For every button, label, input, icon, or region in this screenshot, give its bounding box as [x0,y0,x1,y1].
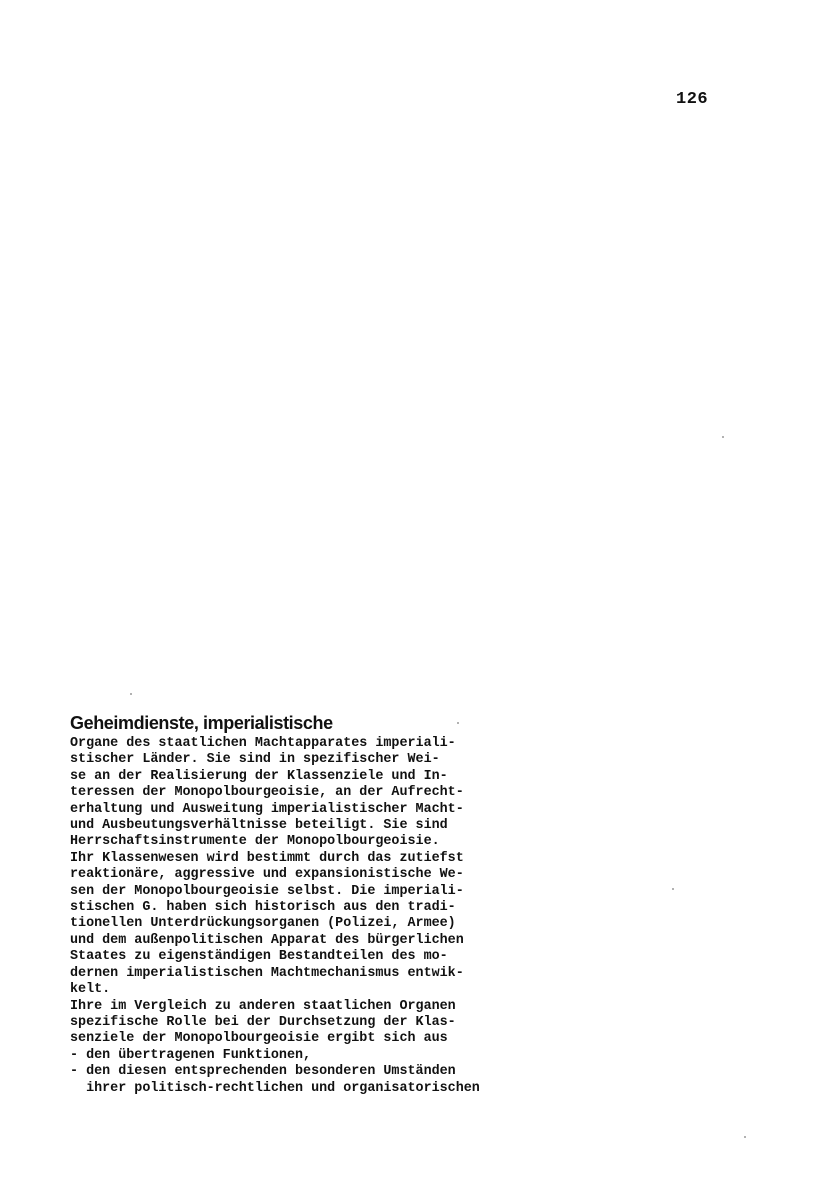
entry-line: Herrschaftsinstrumente der Monopolbourgeoisie. [70,834,440,850]
entry-line: spezifische Rolle bei der Durchsetzung der Klas- [70,1014,456,1030]
entry-line: tionellen Unterdrückungsorganen (Polizei, Armee) [70,916,456,932]
entry-line: Ihre im Vergleich zu anderen staatlichen Organen [70,998,456,1014]
scan-speck [722,436,724,438]
entry-line: kelt. [70,982,111,998]
entry-line: teressen der Monopolbourgeoisie, an der Aufrecht- [70,785,464,801]
entry-line: stischen G. haben sich historisch aus den tradi- [70,900,456,916]
scan-speck [130,693,132,695]
entry-line: erhaltung und Ausweitung imperialistischer Macht- [70,801,464,817]
lexicon-entry [70,712,590,1097]
entry-heading: Geheimdienste, imperialistische [70,713,333,733]
scan-speck [672,888,674,890]
scan-speck [744,1136,746,1138]
entry-line: senziele der Monopolbourgeoisie ergibt sich aus [70,1031,448,1047]
entry-line: ihrer politisch-rechtlichen und organisatorischen [70,1080,480,1096]
entry-line: reaktionäre, aggressive und expansionistische We- [70,867,464,883]
entry-line: sen der Monopolbourgeoisie selbst. Die imperiali- [70,883,464,899]
entry-line: se an der Realisierung der Klassenziele und In- [70,768,448,784]
entry-body [70,736,590,1097]
entry-line: und Ausbeutungsverhältnisse beteiligt. Sie sind [70,818,448,834]
entry-line: und dem außenpolitischen Apparat des bürgerlichen [70,932,464,948]
entry-line: Ihr Klassenwesen wird bestimmt durch das zutiefst [70,850,464,866]
entry-line: - den diesen entsprechenden besonderen Umständen [70,1064,456,1080]
entry-line: Staates zu eigenständigen Bestandteilen des mo- [70,949,448,965]
entry-line: Organe des staatlichen Machtapparates imperiali- [70,736,456,751]
entry-line: dernen imperialistischen Machtmechanismus entwik- [70,965,464,981]
page-number: 126 [676,90,709,109]
scan-speck [457,722,459,724]
entry-line: stischer Länder. Sie sind in spezifischer Wei- [70,752,440,768]
entry-line: - den übertragenen Funktionen, [70,1047,312,1063]
